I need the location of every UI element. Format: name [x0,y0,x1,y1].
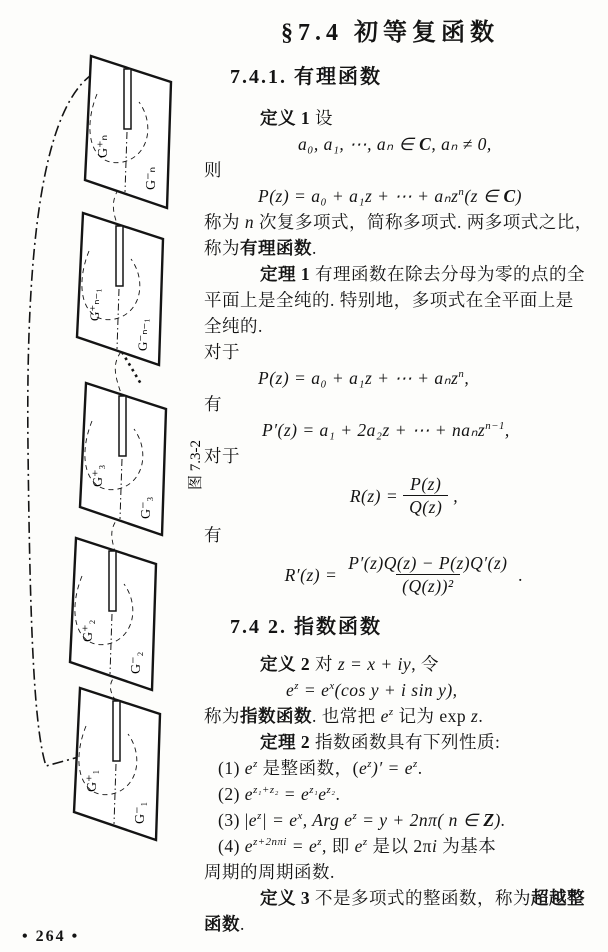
for-word-2: 对于 [204,446,240,466]
formula-R-numerator: P(z) [410,474,442,494]
then-word: 则 [204,160,222,180]
label-G3-plus: G⁺₃ [91,464,106,487]
page-number: • 264 • [22,928,80,945]
formula-P: P(z) = a₀ + a₁z + ⋯ + aₙz$^n$, [258,368,470,388]
para-exp-name: 称为指数函数. 也常把 $e^z$ 记为 exp z. [204,706,484,726]
definition-2: 定义 2 对 z = x + iy, 令 [260,654,439,674]
formula-exp: $e^z = e^x(\cos$ y + i sin y), [286,680,458,700]
label-Gn1-plus: G⁺ₙ₋₁ [87,288,102,321]
theorem-1-line2: 平面上是全纯的. 特别地，多项式在全平面上是 [204,290,574,310]
theorem-2: 定理 2 指数函数具有下列性质: [260,732,501,752]
formula-R-fraction [403,474,448,517]
have-word-1: 有 [204,394,222,414]
for-word-1: 对于 [204,342,240,362]
property-3: (3) $|e^z| = e^x$, Arg $e^z = y + 2n\pi$( n ∈ Z). [218,810,506,830]
formula-coeffs: a₀, a₁, ⋯, aₙ ∈ C, aₙ ≠ 0, [298,134,492,154]
formula-R-prime-tail: . [518,564,524,585]
property-1: (1) $e^z$ 是整函数，$(e^z)' = e^z$. [218,758,423,778]
formula-R-tail: , [453,485,459,506]
formula-R-lhs: R(z) = [349,485,399,506]
page-title: §7.4 初等复函数 [281,20,499,46]
definition-3-line2: 函数. [204,914,245,934]
figure-riemann-sheets [4,28,214,863]
formula-R-denominator: Q(z) [403,495,448,517]
label-Gn1-minus: G⁻ₙ₋₁ [135,318,150,351]
formula-polynomial: P(z) = a₀ + a₁z + ⋯ + aₙz$^n$(z ∈ C) [258,186,522,206]
formula-P-prime: P′(z) = a₁ + 2a₂z + ⋯ + naₙz$^{n-1}$, [262,420,510,440]
property-4: (4) $e^{z+2n\pi i} = e^z$, 即 $e^z$ 是以 2πi 为基本 [218,836,497,856]
definition-3: 定义 3 不是多项式的整函数，称为超越整 [260,888,585,908]
property-4-line2: 周期的周期函数. [204,862,335,882]
definition-1: 定义 1 设 [260,108,333,128]
para-polynomial-name: 称为 n 次复多项式，简称多项式. 两多项式之比， [204,212,593,232]
section-heading-742: 7.4 2. 指数函数 [230,616,382,638]
label-G2-plus: G⁺₂ [81,619,96,642]
property-2: (2) $e^{z_1+z_2} = e^{z_1}e^{z_2}$. [218,784,341,804]
para-rational-name: 称为有理函数. [204,238,317,258]
formula-R-prime [204,553,604,596]
theorem-1-line3: 全纯的. [204,316,263,336]
formula-R [204,474,604,517]
label-G3-minus: G⁻₃ [139,496,154,519]
formula-R-prime-fraction [342,553,513,596]
formula-R-prime-lhs: R′(z) = [284,564,338,585]
have-word-2: 有 [204,525,222,545]
label-G1-plus: G⁺₁ [85,769,100,792]
section-heading-741: 7.4.1. 有理函数 [230,66,382,88]
formula-R-prime-numerator: P′(z)Q(z) − P(z)Q′(z) [348,553,508,573]
label-G1-minus: G⁻₁ [133,801,148,824]
label-Gn-minus: G⁻ₙ [144,166,159,190]
riemann-sheets-svg [4,28,214,858]
figure-caption: 图 7.3-2 [188,440,204,490]
formula-R-prime-denominator: (Q(z))² [396,574,460,596]
text-column [204,54,604,937]
label-G2-minus: G⁻₂ [129,651,144,674]
theorem-1: 定理 1 有理函数在除去分母为零的点的全 [260,264,585,284]
label-Gn-plus: G⁺ₙ [96,134,111,158]
